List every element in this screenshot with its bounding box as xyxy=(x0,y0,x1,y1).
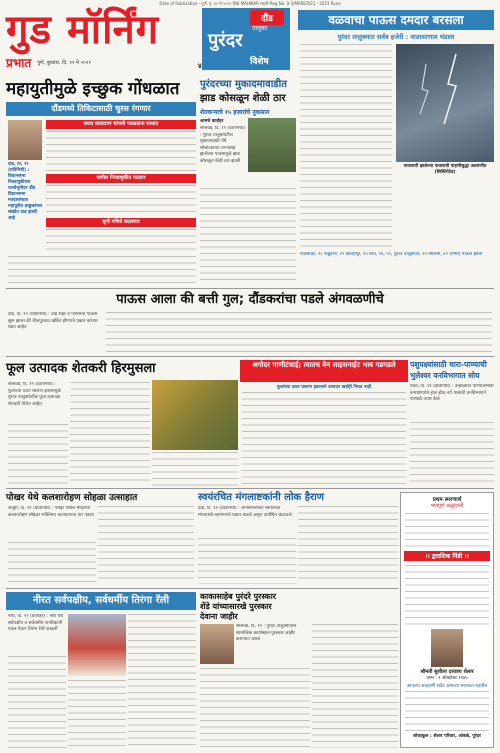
flowers-body-text-3 xyxy=(152,452,238,486)
section-badge xyxy=(202,8,290,70)
rain-photo-caption-title: पावसाची झालेल्या पावसाची पाहणीसुद्धा अडचणीत (सिस्टिमेटेड) xyxy=(403,164,487,175)
issue-date: पुणे, बुधवार, दि. १२ मे २०२१ xyxy=(37,59,91,66)
rally-lead: नीरा, दि. १२ (वार्ताहर) : नीरा येथे सर्वपक्षीय व सर्वधर्मीय नागरिकांनी एकत्र येऊन तिरंगा रॅली काढली xyxy=(8,614,64,632)
brand-tagline: प्रभात xyxy=(6,56,32,70)
publication-line: Date of Publication - पुणे, पृ. १२ मे २०२१ RNI MAHMAR मराठी Reg No. 0-3/MRN/2021 - 2023 Pune xyxy=(159,1,341,6)
rally-body-text xyxy=(8,656,66,748)
award-headline-2: शेंडे यांच्यासारखे पुरस्कार xyxy=(200,602,272,611)
lead-box-2: मागील निवडणुकीत मतदान xyxy=(46,174,196,183)
rally-body-text-2 xyxy=(68,680,126,748)
rally-headline: नीरत सर्वपक्षीय, सर्वधर्मीय तिरंगा रॅली xyxy=(6,592,196,610)
health-body-text xyxy=(298,506,398,584)
rally-body-text-3 xyxy=(128,614,196,748)
fodder-body-text xyxy=(410,422,494,486)
flowers-photo xyxy=(152,380,238,450)
section-special: विशेष xyxy=(250,57,269,67)
award-headline-3: देवाना जाहीर xyxy=(200,612,238,621)
pokhar-rule xyxy=(6,488,494,489)
mid-body-text xyxy=(200,188,296,284)
section-taluka: तालुका xyxy=(252,25,268,32)
obit-dates: जन्म : २ ऑक्टोबर १९४५ xyxy=(426,676,468,681)
mid-lead: सासवड, दि. १२ (प्रतिनिधी) : पुरंदर तालुक्यातील मुकादमवाडी येथे सोसाट्याच्या वाऱ्यासह झालेल्या पावसामुळे झाड कोसळून शेळी ठार झाली xyxy=(200,126,245,164)
rally-photo xyxy=(68,614,126,676)
fodder-lead: यवत, दि. १२ (प्रतिनिधी) : उन्हाळ्यात पाण्याअभावी वन्यप्राण्यांचे हाल होऊ नये यासाठी वनविभागाने पाणवठे तयार केले xyxy=(410,384,494,402)
lightning-icon xyxy=(396,44,494,162)
health-lead: दौंड, दि. १२ (प्रतिनिधी) : लग्नसमारंभात स्वयंरचित मंगलाष्टके म्हणण्याचे प्रकार वाढले असून उपस्थित कंटाळले xyxy=(198,506,292,518)
candidate-photo xyxy=(8,120,42,160)
pokhar-lead: जेजुरी, दि. १२ (प्रतिनिधी) : पोखर येथील मंदिराचा कलशारोहण सोहळा भक्तिमय वातावरणात पार पडला xyxy=(8,506,94,518)
award-person-photo xyxy=(200,624,234,664)
masthead xyxy=(6,8,196,70)
section-daund: दौंड xyxy=(250,10,284,25)
award-body-text-2 xyxy=(312,624,398,748)
flowers-body-text-2 xyxy=(8,424,68,486)
page-number: ४ xyxy=(198,62,202,70)
brand-title: गुड मॉर्निंग xyxy=(6,7,160,53)
lead-headline: महायुतीमुळे इच्छुक गोंधळात xyxy=(6,79,180,99)
flowers-rule xyxy=(6,356,494,357)
flowers-headline: फूल उत्पादक शेतकरी हिरमुसला xyxy=(6,361,156,376)
rain-photo-caption: पावसाळा, २८ फेब्रुवारी, २९ कोल्हापूर, २५ मार्च, २६, ५१, पुरंदर तालुक्यात, २० मिलिमी, ४२ (मिमी) पाऊस झाला xyxy=(300,252,483,257)
obit-band: ।। द्वादशिक पिंडी ।। xyxy=(404,551,490,561)
obituary-box xyxy=(400,492,494,748)
health-body-text-2 xyxy=(198,538,296,584)
outage-headline: पाऊस आला की बत्ती गुल; दौंडकरांचा पडले अंगवळणीचे xyxy=(116,292,384,307)
pokhar-headline: पोखर येथे कलशारोहण सोहळा उत्साहात xyxy=(6,493,138,503)
mid-subhead: शेतकऱ्याचे १५ हजारांचे नुकसान xyxy=(200,109,270,116)
lead-box-2-text xyxy=(46,185,196,215)
rain-headline: वळवाचा पाऊस दमदार बरसला xyxy=(298,10,494,30)
award-body-text xyxy=(200,668,310,748)
mid-headline: पुरंदरच्या मुकादमावाडीत xyxy=(200,79,287,90)
lead-box-1-text xyxy=(46,131,196,171)
fodder-headline: पशुपक्ष्यांसाठी चारा-पाण्याची xyxy=(410,360,487,369)
outage-body-text xyxy=(106,312,492,352)
lead-intro: दौंड, दि. १२ (प्रतिनिधी) : विधानसभा निवडणुकीच्या पार्श्वभूमीवर दौंड विधानसभा मतदारसंघात महायुतीत इच्छुकांच्या संख्येत वाढ झाली आहे xyxy=(8,162,42,221)
lead-box-3: जुनी गणिते बदलणार xyxy=(46,218,196,227)
lead-box-3-text xyxy=(46,229,196,253)
rally-rule xyxy=(6,588,398,589)
pokhar-body-text xyxy=(98,506,194,582)
obit-name: श्रीमती सुशीला दत्तात्रय शेलार xyxy=(420,669,474,675)
fodder-headline-2: भुलेश्वर वनविभागात सोय xyxy=(410,371,480,380)
quote-text: फुलांच्या दरात घसरण झाल्याने उत्पादन खर्चही निघत नाही xyxy=(276,385,372,390)
health-headline: स्वयंरचित मंगलाष्टकांनी लोक हैराण xyxy=(198,492,324,503)
obit-from: शोकाकुल : शेलार परिवार, आंबळे, पुरंदर xyxy=(413,734,481,739)
obit-subheading: भावपूर्ण श्रद्धांजली xyxy=(430,503,464,509)
award-lead: सासवड, दि. १२ : पुरंदर तालुक्यातील सामाजिक कार्याबद्दल पुरस्कार जाहीर करण्यात आला xyxy=(236,624,297,642)
lead-body-text xyxy=(8,256,196,284)
rain-storm-photo xyxy=(396,44,494,162)
fallen-tree-photo xyxy=(248,118,296,172)
rain-body-text xyxy=(300,44,392,250)
flowers-body-text xyxy=(70,382,150,486)
obit-note: आपल्या आठवणी सदैव आमच्या स्मरणात राहतील xyxy=(406,684,488,689)
section-city: पुरंदर xyxy=(208,30,243,51)
rain-subhead: पुरंदर तालुक्यात सर्वत्र हजेरी : वातावरणात थंडावा xyxy=(337,33,455,41)
lead-box-1: सध्या वातावरण चांगली पकडताना साथात xyxy=(46,120,196,129)
quote-body-text xyxy=(242,392,406,486)
mid-byline: आमचे वार्ताहर xyxy=(200,119,224,124)
mid-headline-2: झाड कोसळून शेळी ठार xyxy=(200,93,286,104)
obit-portrait xyxy=(431,629,463,667)
award-headline: काकासाहेब पुरंदरे पुरस्कार xyxy=(200,592,277,601)
quote-headline: अगोदर पाणीटंचाई; त्यातच वेन लाइसनाईट भाव गडगडले xyxy=(240,360,408,382)
outage-lead: दौंड, दि. १२ (प्रतिनिधी) : दौंड शहर व परिसरात पाऊस सुरू झाला की वीजपुरवठा खंडित होण्याचे प्रकार वारंवार घडत आहेत xyxy=(8,312,98,330)
lead-subhead: दौंडमध्ये तिकिटासाठी चुरस रंगणार xyxy=(6,102,196,116)
flowers-lead: सासवड, दि. १२ (प्रतिनिधी) : फुलांच्या दरात घसरण झाल्यामुळे पुरंदर तालुक्यातील फूल उत्पादक शेतकरी चिंतेत आहेत xyxy=(8,382,61,407)
obit-heading: प्रथम स्मरणार्थ xyxy=(432,497,462,503)
pokhar-body-text-2 xyxy=(8,542,96,582)
outage-rule xyxy=(6,288,494,289)
